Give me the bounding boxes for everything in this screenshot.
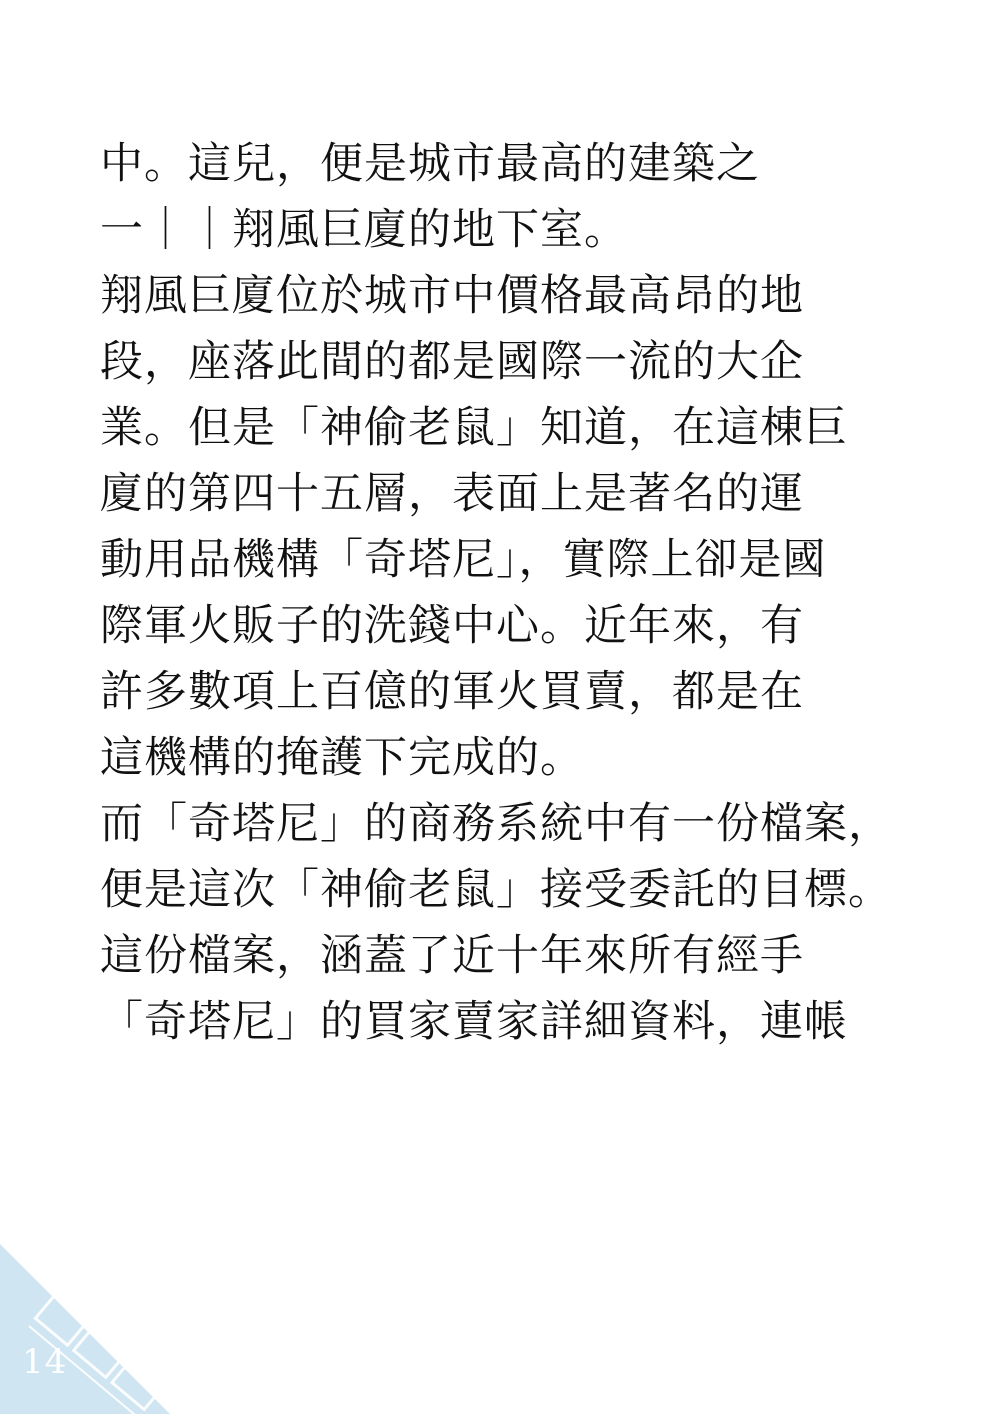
page-number: 14 <box>22 1342 68 1382</box>
text-line: 廈的第四十五層，表面上是著名的運 <box>100 469 804 519</box>
text-line: 「奇塔尼」的買家賣家詳細資料，連帳 <box>100 997 848 1047</box>
text-line: 際軍火販子的洗錢中心。近年來，有 <box>100 601 804 651</box>
text-line: 業。但是「神偷老鼠」知道，在這棟巨 <box>100 403 848 453</box>
text-line: 這份檔案，涵蓋了近十年來所有經手 <box>100 931 804 981</box>
text-line: 便是這次「神偷老鼠」接受委託的目標。 <box>100 865 892 915</box>
text-line: 中。這兒，便是城市最高的建築之 <box>100 139 760 189</box>
text-line: 一｜｜翔風巨廈的地下室。 <box>100 205 628 255</box>
text-line: 而「奇塔尼」的商務系統中有一份檔案， <box>100 799 892 849</box>
text-line: 翔風巨廈位於城市中價格最高昂的地 <box>100 271 804 321</box>
text-line: 動用品機構「奇塔尼」，實際上卻是國 <box>100 535 827 585</box>
text-line: 段，座落此間的都是國際一流的大企 <box>100 337 804 387</box>
text-line: 這機構的掩護下完成的。 <box>100 733 584 783</box>
text-line: 許多數項上百億的軍火買賣，都是在 <box>100 667 804 717</box>
